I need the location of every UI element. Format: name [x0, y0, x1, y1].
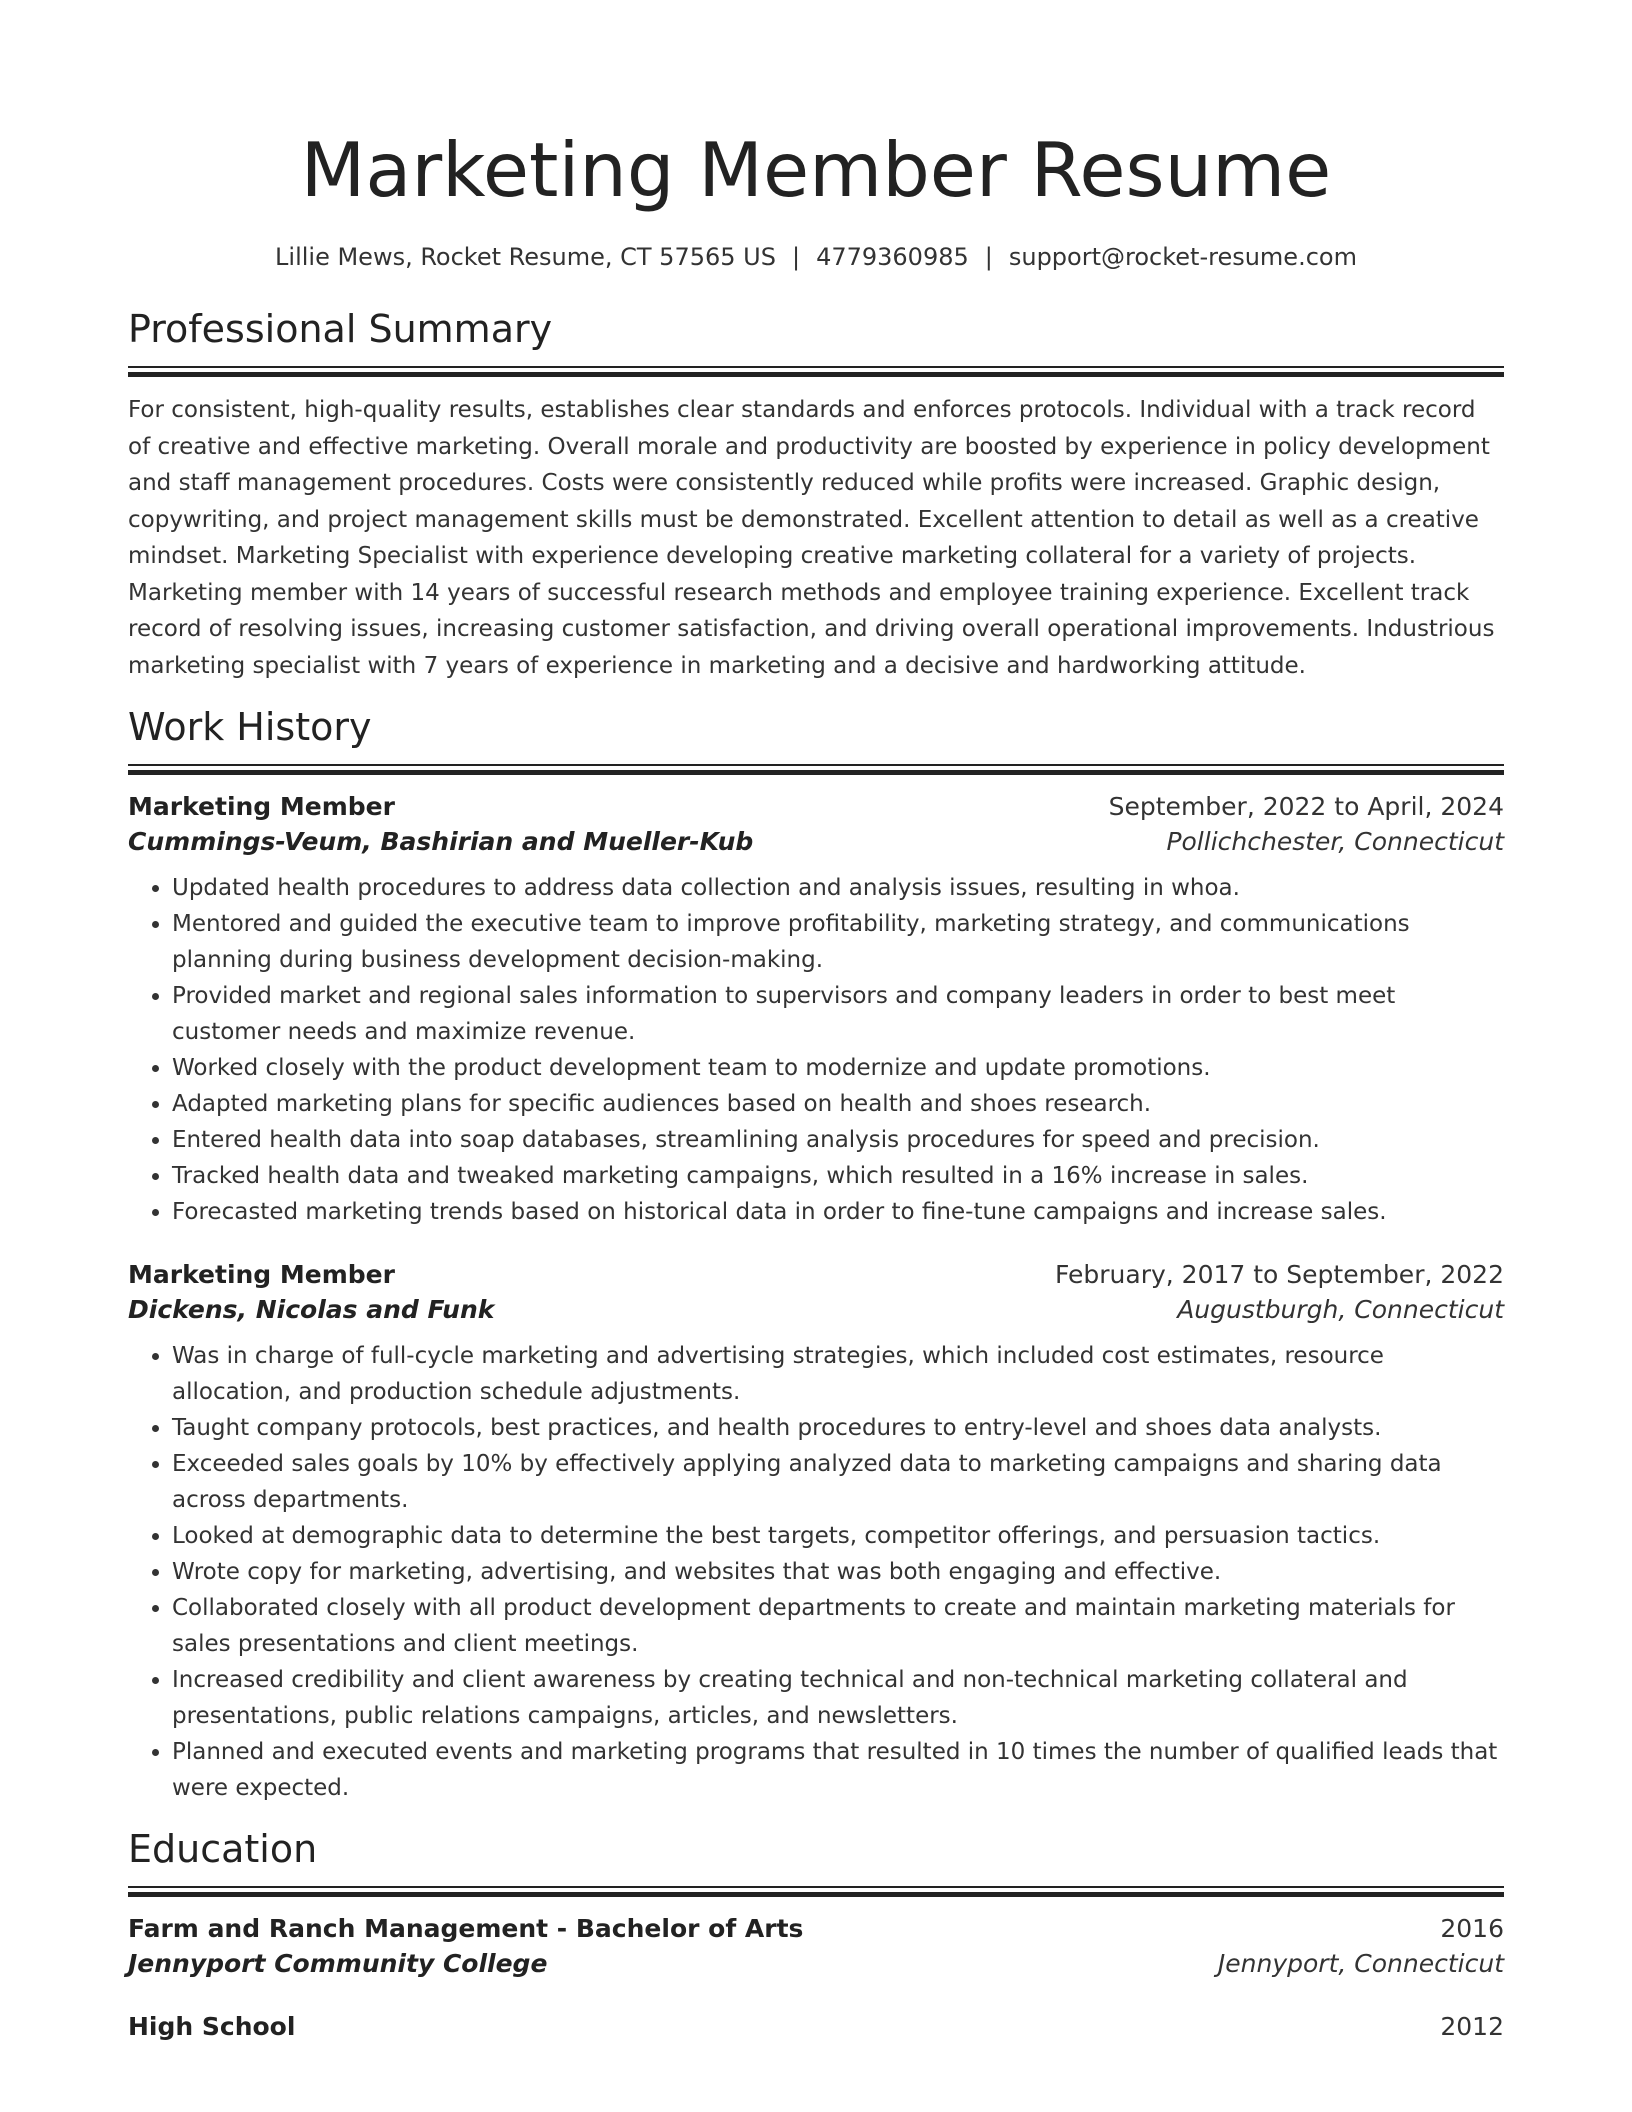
- job-bullet: • Exceeded sales goals by 10% by effectively applying analyzed data to marketing campaigns and sharing data across departments.: [172, 1446, 1504, 1518]
- job-company: Dickens, Nicolas and Funk: [128, 1295, 495, 1324]
- job-bullet: • Provided market and regional sales information to supervisors and company leaders in order to best meet customer needs and maximize revenue.: [172, 978, 1504, 1050]
- job-bullets: [128, 870, 1504, 1230]
- contact-separator: |: [984, 243, 993, 271]
- job-bullet: • Mentored and guided the executive team to improve profitability, marketing strategy, and communications planning during business development decision-making.: [172, 906, 1504, 978]
- job-bullet: • Planned and executed events and marketing programs that resulted in 10 times the number of qualified leads that were expected.: [172, 1734, 1504, 1806]
- section-divider: [128, 1886, 1504, 1896]
- section-heading-education: Education: [128, 1827, 318, 1871]
- education-entry: [128, 1914, 1504, 1978]
- job-bullet: • Looked at demographic data to determine the best targets, competitor offerings, and persuasion tactics.: [172, 1518, 1504, 1554]
- job-header-row: [128, 1260, 1504, 1289]
- job-bullet: • Updated health procedures to address data collection and analysis issues, resulting in whoa.: [172, 870, 1504, 906]
- job-company: Cummings-Veum, Bashirian and Mueller-Kub: [128, 827, 754, 856]
- education-header-row: [128, 2012, 1504, 2041]
- section-heading-summary: Professional Summary: [128, 307, 553, 351]
- job-dates: September, 2022 to April, 2024: [1108, 792, 1504, 821]
- work-history-section: [128, 704, 1504, 1806]
- job-bullet: • Taught company protocols, best practices, and health procedures to entry-level and shoes data analysts.: [172, 1410, 1504, 1446]
- contact-line: [128, 242, 1504, 272]
- education-school: Jennyport Community College: [128, 1949, 548, 1978]
- summary-text: For consistent, high-quality results, establishes clear standards and enforces protocols. Individual with a track record of creative and effective marketing. Overall morale and productivity are boosted by experience in policy development and staff management procedures. Costs were consistently reduced while profits were increased. Graphic design, copywriting, and project management skills must be demonstrated. Excellent attention to detail as well as a creative mindset. Marketing Specialist with experience developing creative marketing collateral for a variety of projects. Marketing member with 14 years of successful research methods and employee training experience. Excellent track record of resolving issues, increasing customer satisfaction, and driving overall operational improvements. Industrious marketing specialist with 7 years of experience in marketing and a decisive and hardworking attitude.: [128, 397, 1495, 679]
- education-section: [128, 1826, 1504, 2041]
- job-bullet: • Wrote copy for marketing, advertising, and websites that was both engaging and effective.: [172, 1554, 1504, 1590]
- job-company-row: [128, 827, 1504, 856]
- contact-email[interactable]: support@rocket-resume.com: [1008, 243, 1357, 271]
- education-year: 2016: [1440, 1914, 1504, 1943]
- education-degree: Farm and Ranch Management - Bachelor of Arts: [128, 1914, 804, 1943]
- job-entry: [128, 1260, 1504, 1806]
- job-bullet: • Worked closely with the product development team to modernize and update promotions.: [172, 1050, 1504, 1086]
- job-location: Pollichchester, Connecticut: [1166, 827, 1504, 856]
- job-company-row: [128, 1295, 1504, 1324]
- job-bullet: • Tracked health data and tweaked marketing campaigns, which resulted in a 16% increase in sales.: [172, 1158, 1504, 1194]
- education-year: 2012: [1440, 2012, 1504, 2041]
- job-bullet: • Forecasted marketing trends based on historical data in order to fine-tune campaigns and increase sales.: [172, 1194, 1504, 1230]
- job-bullet: • Increased credibility and client awareness by creating technical and non-technical marketing collateral and presentations, public relations campaigns, articles, and newsletters.: [172, 1662, 1504, 1734]
- education-degree: High School: [128, 2012, 296, 2041]
- job-location: Augustburgh, Connecticut: [1177, 1295, 1504, 1324]
- contact-separator: |: [791, 243, 801, 271]
- education-entry: [128, 2012, 1504, 2041]
- summary-section: [128, 306, 1504, 684]
- job-entry: [128, 792, 1504, 1230]
- education-header-row: [128, 1914, 1504, 1943]
- section-heading-work-history: Work History: [128, 705, 372, 749]
- section-divider: [128, 764, 1504, 774]
- job-bullet: • Was in charge of full-cycle marketing and advertising strategies, which included cost estimates, resource allocation, and production schedule adjustments.: [172, 1338, 1504, 1410]
- job-header-row: [128, 792, 1504, 821]
- job-dates: February, 2017 to September, 2022: [1055, 1260, 1504, 1289]
- job-title: Marketing Member: [128, 1260, 395, 1289]
- education-location: Jennyport, Connecticut: [1217, 1949, 1504, 1978]
- job-bullet: • Collaborated closely with all product development departments to create and maintain marketing materials for sales presentations and client meetings.: [172, 1590, 1504, 1662]
- job-title: Marketing Member: [128, 792, 395, 821]
- job-bullets: [128, 1338, 1504, 1806]
- job-bullet: • Entered health data into soap databases, streamlining analysis procedures for speed and precision.: [172, 1122, 1504, 1158]
- job-bullet: • Adapted marketing plans for specific audiences based on health and shoes research.: [172, 1086, 1504, 1122]
- education-school-row: [128, 1949, 1504, 1978]
- contact-address: Lillie Mews, Rocket Resume, CT 57565 US: [275, 243, 776, 271]
- contact-phone: 4779360985: [816, 243, 969, 271]
- section-divider: [128, 366, 1504, 376]
- resume-title: Marketing Member Resume: [300, 126, 1332, 214]
